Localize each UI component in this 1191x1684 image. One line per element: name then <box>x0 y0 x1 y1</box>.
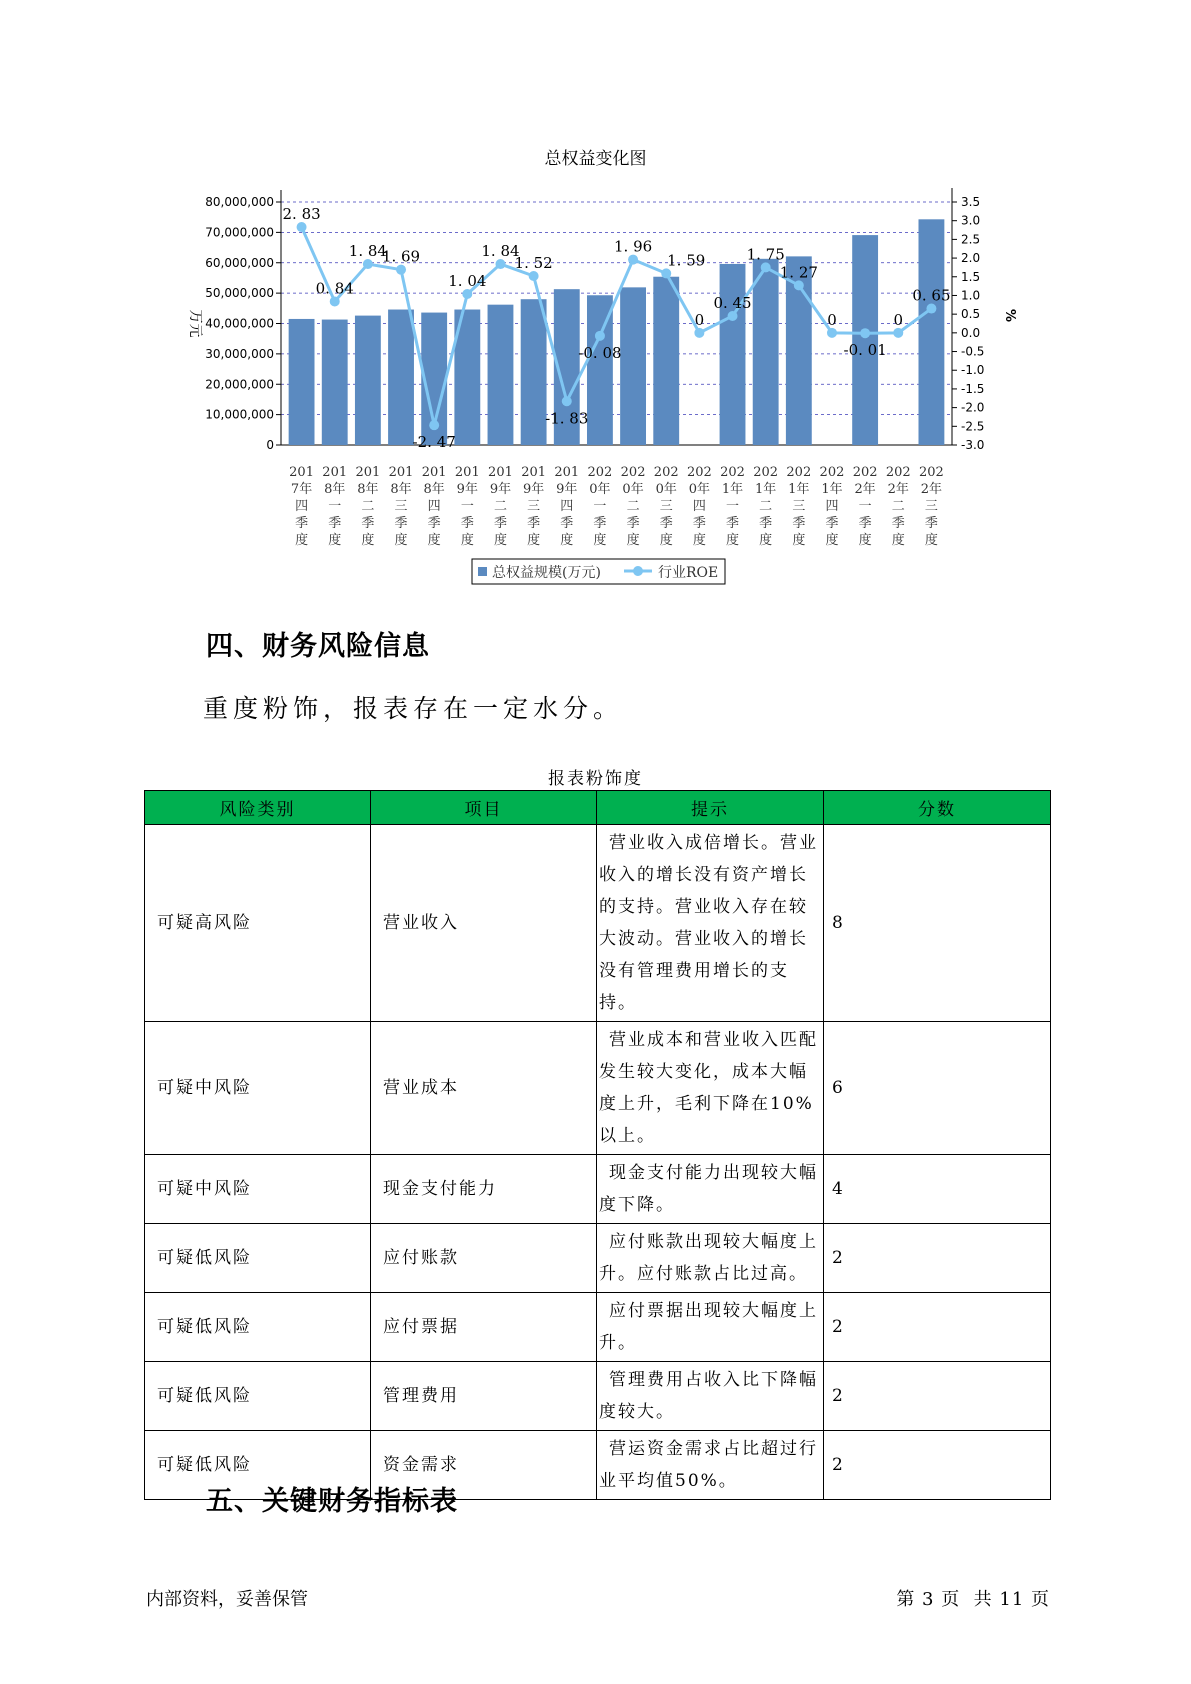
roe-point <box>429 420 439 430</box>
y2-tick-label: 1.5 <box>961 269 981 284</box>
bar <box>322 320 348 445</box>
y2-tick-label: 2.5 <box>961 232 981 247</box>
x-tick-label: 度 <box>460 533 474 548</box>
y2-tick-label: 2.0 <box>961 251 981 266</box>
x-tick-label: 1年 <box>721 482 744 497</box>
y-tick-label: 60,000,000 <box>205 255 274 270</box>
x-tick-label: 201 <box>355 465 381 480</box>
risk-category-cell: 可疑低风险 <box>145 1362 371 1431</box>
x-tick-label: 1年 <box>821 482 843 497</box>
x-tick-label: 202 <box>620 465 646 480</box>
roe-data-label: 1. 69 <box>381 247 421 266</box>
item-cell: 管理费用 <box>371 1362 597 1431</box>
x-tick-label: 一 <box>328 499 342 514</box>
roe-point <box>694 328 704 338</box>
x-tick-label: 1年 <box>755 482 777 497</box>
roe-data-label: 0 <box>827 310 837 329</box>
x-tick-label: 度 <box>759 533 773 548</box>
roe-point <box>661 268 671 278</box>
table-header-row <box>145 791 1051 825</box>
x-tick-label: 三 <box>394 499 408 514</box>
x-tick-label: 三 <box>527 499 541 514</box>
score-cell: 6 <box>824 1022 1051 1155</box>
roe-point <box>595 331 605 341</box>
y-tick-label: 40,000,000 <box>205 316 274 331</box>
y-tick-label: 80,000,000 <box>205 195 274 209</box>
y2-axis-label: % <box>1002 308 1017 323</box>
x-tick-label: 8年 <box>423 482 445 497</box>
tip-cell: 应付票据出现较大幅度上升。 <box>597 1293 824 1362</box>
y-tick-label: 70,000,000 <box>205 225 274 240</box>
x-tick-label: 二 <box>759 499 773 514</box>
x-tick-label: 度 <box>493 533 507 548</box>
x-tick-label: 一 <box>858 499 872 514</box>
x-tick-label: 201 <box>454 465 480 480</box>
x-tick-label: 度 <box>626 533 640 548</box>
x-tick-label: 度 <box>692 533 706 548</box>
header-score: 分数 <box>824 791 1051 825</box>
risk-category-cell: 可疑低风险 <box>145 1224 371 1293</box>
item-cell: 营业收入 <box>371 825 597 1022</box>
x-tick-label: 9年 <box>556 482 578 497</box>
roe-point <box>297 222 307 232</box>
tip-cell: 现金支付能力出现较大幅度下降。 <box>597 1155 824 1224</box>
x-tick-label: 0年 <box>688 482 711 497</box>
header-tip: 提示 <box>597 791 824 825</box>
footer-page-number: 第 3 页 共 11 页 <box>896 1589 1050 1610</box>
item-cell: 应付账款 <box>371 1224 597 1293</box>
equity-roe-chart <box>0 0 1191 600</box>
x-tick-label: 201 <box>488 465 513 480</box>
x-tick-label: 9年 <box>522 482 545 497</box>
y-tick-label: 50,000,000 <box>205 286 274 301</box>
item-cell: 营业成本 <box>371 1022 597 1155</box>
x-tick-label: 季 <box>593 516 607 531</box>
risk-summary: 重度粉饰，报表存在一定水分。 <box>203 694 624 723</box>
x-tick-label: 二 <box>891 499 905 514</box>
y2-tick-label: -2.0 <box>961 400 985 415</box>
roe-point <box>495 259 505 269</box>
y2-tick-label: 0.5 <box>961 307 981 322</box>
legend-bar-label: 总权益规模(万元) <box>492 565 601 581</box>
section-heading-indicators: 五、关键财务指标表 <box>206 1486 458 1517</box>
x-tick-label: 度 <box>593 533 607 548</box>
x-tick-label: 四 <box>560 499 574 514</box>
roe-point <box>330 296 340 306</box>
x-tick-label: 2年 <box>887 482 909 497</box>
roe-data-label: 0 <box>694 310 705 329</box>
x-tick-label: 四 <box>427 499 441 514</box>
header-risk-category: 风险类别 <box>145 791 371 825</box>
x-tick-label: 季 <box>924 516 938 531</box>
roe-point <box>893 328 903 338</box>
x-tick-label: 201 <box>521 465 547 480</box>
score-cell: 4 <box>824 1155 1051 1224</box>
legend-bar-swatch <box>478 567 487 576</box>
x-tick-label: 度 <box>560 533 574 548</box>
risk-category-cell: 可疑高风险 <box>145 825 371 1022</box>
bar <box>852 235 878 445</box>
roe-data-label: 1. 27 <box>779 263 818 282</box>
roe-data-label: 1. 84 <box>481 242 520 261</box>
x-tick-label: 四 <box>825 499 839 514</box>
x-tick-label: 季 <box>858 516 872 531</box>
x-tick-label: 度 <box>361 533 375 548</box>
x-tick-label: 度 <box>295 533 309 548</box>
roe-point <box>529 271 539 281</box>
x-tick-label: 季 <box>659 516 673 531</box>
roe-point <box>860 328 870 338</box>
bar <box>620 287 646 445</box>
x-tick-label: 季 <box>427 516 441 531</box>
bar <box>918 219 944 445</box>
roe-data-label: -0. 01 <box>843 341 887 360</box>
x-tick-label: 201 <box>421 465 447 480</box>
x-tick-label: 度 <box>924 533 938 548</box>
roe-data-label: 0. 45 <box>713 294 752 313</box>
roe-point <box>761 262 771 272</box>
x-tick-label: 四 <box>295 499 309 514</box>
x-tick-label: 季 <box>394 516 408 531</box>
x-tick-label: 三 <box>924 499 938 514</box>
x-tick-label: 度 <box>726 533 740 548</box>
roe-data-label: -2. 47 <box>412 433 456 452</box>
x-tick-label: 0年 <box>589 482 611 497</box>
item-cell: 资金需求 <box>371 1431 597 1500</box>
x-tick-label: 201 <box>289 465 314 480</box>
table-row <box>145 1022 1051 1155</box>
x-tick-label: 9年 <box>456 482 478 497</box>
score-cell: 2 <box>824 1293 1051 1362</box>
x-tick-label: 一 <box>726 499 740 514</box>
x-tick-label: 8年 <box>357 482 379 497</box>
x-tick-label: 四 <box>692 499 706 514</box>
y2-tick-label: -0.5 <box>961 344 985 359</box>
tip-cell: 管理费用占收入比下降幅度较大。 <box>597 1362 824 1431</box>
x-tick-label: 一 <box>593 499 607 514</box>
bar <box>521 299 547 445</box>
x-tick-label: 度 <box>394 533 408 548</box>
bar <box>388 310 414 445</box>
section-heading-risk: 四、财务风险信息 <box>206 631 430 662</box>
x-tick-label: 度 <box>527 533 541 548</box>
x-tick-label: 202 <box>885 465 911 480</box>
roe-data-label: 1. 96 <box>613 237 653 256</box>
roe-data-label: 1. 59 <box>667 251 706 270</box>
roe-data-label: 1. 75 <box>746 245 785 264</box>
x-tick-label: 季 <box>891 516 905 531</box>
risk-category-cell: 可疑中风险 <box>145 1022 371 1155</box>
chart-title: 总权益变化图 <box>544 149 647 169</box>
roe-data-label: -0. 08 <box>578 343 622 362</box>
bar <box>653 277 679 445</box>
x-tick-label: 季 <box>493 516 507 531</box>
risk-category-cell: 可疑中风险 <box>145 1155 371 1224</box>
x-tick-label: 1年 <box>788 482 810 497</box>
x-tick-label: 0年 <box>622 482 644 497</box>
table-row <box>145 1224 1051 1293</box>
roe-data-label: 0. 84 <box>315 279 354 298</box>
x-tick-label: 二 <box>361 499 375 514</box>
score-cell: 2 <box>824 1362 1051 1431</box>
item-cell: 现金支付能力 <box>371 1155 597 1224</box>
x-tick-label: 9年 <box>489 482 512 497</box>
x-tick-label: 季 <box>295 516 309 531</box>
risk-category-cell: 可疑低风险 <box>145 1293 371 1362</box>
y2-tick-label: 1.0 <box>961 288 981 303</box>
bar <box>355 316 381 445</box>
roe-point <box>827 328 837 338</box>
x-tick-label: 202 <box>653 465 679 480</box>
x-tick-label: 二 <box>493 499 507 514</box>
x-tick-label: 7年 <box>290 482 313 497</box>
x-tick-label: 202 <box>852 465 878 480</box>
x-tick-label: 季 <box>692 516 706 531</box>
y-tick-label: 20,000,000 <box>205 377 274 392</box>
y2-tick-label: -1.0 <box>961 363 985 378</box>
x-tick-label: 201 <box>322 465 348 480</box>
roe-point <box>363 259 373 269</box>
y2-tick-label: -3.0 <box>961 438 985 452</box>
score-cell: 2 <box>824 1431 1051 1500</box>
x-tick-label: 202 <box>720 465 745 480</box>
x-tick-label: 201 <box>388 465 414 480</box>
y2-tick-label: 0.0 <box>961 325 981 340</box>
roe-data-label: -1. 83 <box>545 409 589 428</box>
roe-point <box>562 396 572 406</box>
x-tick-label: 季 <box>361 516 375 531</box>
x-tick-label: 季 <box>825 516 839 531</box>
x-tick-label: 度 <box>792 533 806 548</box>
y-axis-label: 万元 <box>187 309 203 338</box>
x-tick-label: 度 <box>858 533 872 548</box>
x-tick-label: 季 <box>626 516 640 531</box>
roe-point <box>728 311 738 321</box>
x-tick-label: 202 <box>753 465 779 480</box>
x-tick-label: 202 <box>919 465 944 480</box>
y-tick-label: 10,000,000 <box>205 407 274 422</box>
score-cell: 2 <box>824 1224 1051 1293</box>
score-cell: 8 <box>824 825 1051 1022</box>
x-tick-label: 二 <box>626 499 640 514</box>
roe-point <box>462 289 472 299</box>
x-tick-label: 度 <box>891 533 905 548</box>
table-row <box>145 1293 1051 1362</box>
x-tick-label: 季 <box>527 516 541 531</box>
footer-confidential-note: 内部资料，妥善保管 <box>146 1589 308 1610</box>
y2-tick-label: 3.0 <box>961 213 981 228</box>
x-tick-label: 202 <box>786 465 812 480</box>
x-tick-label: 201 <box>554 465 580 480</box>
roe-point <box>926 304 936 314</box>
table-row <box>145 1362 1051 1431</box>
x-tick-label: 季 <box>792 516 806 531</box>
x-tick-label: 度 <box>427 533 441 548</box>
bar <box>488 305 514 445</box>
table-caption: 报表粉饰度 <box>548 769 643 789</box>
x-tick-label: 8年 <box>324 482 346 497</box>
y-tick-label: 30,000,000 <box>205 346 274 361</box>
bar <box>720 264 746 445</box>
y2-tick-label: 3.5 <box>961 195 981 209</box>
x-tick-label: 8年 <box>390 482 412 497</box>
roe-point <box>794 280 804 290</box>
tip-cell: 营业收入成倍增长。营业收入的增长没有资产增长的支持。营业收入存在较大波动。营业收入的增长没有管理费用增长的支持。 <box>597 825 824 1022</box>
x-tick-label: 度 <box>659 533 673 548</box>
roe-point <box>628 255 638 265</box>
y-tick-label: 0 <box>266 438 274 452</box>
table-row <box>145 1155 1051 1224</box>
table-row <box>145 825 1051 1022</box>
roe-data-label: 0 <box>893 310 904 329</box>
risk-category-cell: 可疑低风险 <box>145 1431 371 1500</box>
item-cell: 应付票据 <box>371 1293 597 1362</box>
x-tick-label: 一 <box>460 499 474 514</box>
x-tick-label: 202 <box>819 465 845 480</box>
x-tick-label: 202 <box>686 465 712 480</box>
roe-data-label: 0. 65 <box>912 286 951 305</box>
x-tick-label: 2年 <box>920 482 943 497</box>
x-tick-label: 季 <box>759 516 773 531</box>
roe-data-label: 1. 84 <box>348 242 387 261</box>
x-tick-label: 0年 <box>655 482 677 497</box>
x-tick-label: 三 <box>792 499 806 514</box>
x-tick-label: 202 <box>587 465 613 480</box>
risk-table <box>144 790 1051 1500</box>
tip-cell: 营业成本和营业收入匹配发生较大变化，成本大幅度上升，毛利下降在10%以上。 <box>597 1022 824 1155</box>
x-tick-label: 季 <box>460 516 474 531</box>
bar <box>753 259 779 445</box>
roe-point <box>396 265 406 275</box>
x-tick-label: 度 <box>328 533 342 548</box>
x-tick-label: 季 <box>328 516 342 531</box>
tip-cell: 应付账款出现较大幅度上升。应付账款占比过高。 <box>597 1224 824 1293</box>
x-tick-label: 季 <box>560 516 574 531</box>
x-tick-label: 2年 <box>854 482 876 497</box>
legend-line-marker <box>633 566 643 576</box>
roe-data-label: 1. 52 <box>514 254 553 273</box>
bar <box>289 319 315 445</box>
tip-cell: 营运资金需求占比超过行业平均值50%。 <box>597 1431 824 1500</box>
y2-tick-label: -2.5 <box>961 419 985 434</box>
roe-data-label: 2. 83 <box>282 205 321 224</box>
roe-data-label: 1. 04 <box>448 271 487 290</box>
y2-tick-label: -1.5 <box>961 381 985 396</box>
x-tick-label: 三 <box>659 499 673 514</box>
x-tick-label: 度 <box>825 533 839 548</box>
x-tick-label: 季 <box>726 516 740 531</box>
legend-line-label: 行业ROE <box>658 565 719 581</box>
header-item: 项目 <box>371 791 597 825</box>
